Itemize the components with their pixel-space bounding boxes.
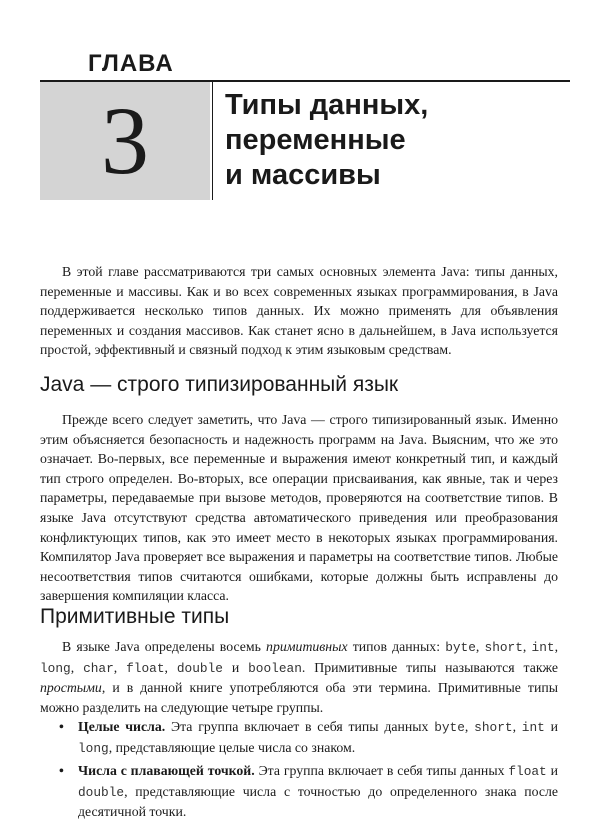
separator: , <box>522 639 532 654</box>
text-run: Эта группа включает в себя типы данных <box>165 719 435 734</box>
type-code: float <box>126 660 165 676</box>
type-code: byte <box>445 640 476 655</box>
conjunction: и <box>544 719 559 734</box>
type-code: double <box>78 784 125 800</box>
type-code: short <box>474 720 513 735</box>
separator: , <box>113 659 127 675</box>
list-item <box>40 717 558 758</box>
text-run: , представляющие числа с точностью до определенного знака после десятичной точки. <box>78 783 558 820</box>
strong-typing-paragraph: Прежде всего следует заметить, что Java — строго типизированный язык. Именно этим объясняется безопасность и надежность программ на Java. Выясним, что же это означает. Во-первых, все переменные и выражения имеют конкретный тип, и каждый тип строго определен. Во-вторых, все операции присваивания, как явные, так и через параметры, передаваемые при вызове методов, проверяются на соответствие типов. В языке Java отсутствуют средства автоматического приведения или преобразования конфликтующих типов, как это имеет место в некоторых языках программирования. Компилятор Java проверяет все выражения и параметры на соответствие типов. Любые несоответствия типов считаются ошибками, которые должны быть исправлены до завершения компиляции класса. <box>40 412 558 604</box>
emphasis-primitive: примитивных <box>266 639 348 654</box>
type-code: int <box>531 640 555 655</box>
separator: , <box>164 659 177 675</box>
chapter-number: 3 <box>101 87 149 194</box>
primitive-types-paragraph <box>40 637 558 717</box>
emphasis-simple: простыми <box>40 680 102 696</box>
separator: , <box>512 719 522 734</box>
text-run: , представляющие целые числа со знаком. <box>108 739 356 755</box>
chapter-title-line: переменные <box>225 124 406 156</box>
title-divider <box>212 82 213 200</box>
type-code: double <box>176 660 223 676</box>
text-run: В языке Java определены восемь <box>62 639 267 654</box>
chapter-title-line: Типы данных, <box>225 89 429 121</box>
separator: , <box>475 639 485 654</box>
bullet-mark: • <box>59 719 64 734</box>
text-run: , и в данной книге употребляются оба эти термина. Примитивные типы можно разделить на следующие четыре группы. <box>40 680 558 715</box>
bullet-term: Целые числа. <box>78 719 166 734</box>
type-groups-list <box>40 717 558 825</box>
list-item <box>40 761 558 822</box>
separator: , <box>554 639 559 654</box>
chapter-number-box <box>40 82 210 200</box>
type-code: int <box>521 720 545 735</box>
type-code: boolean <box>248 660 302 676</box>
text-run: типов данных: <box>347 639 446 654</box>
conjunction: и <box>222 659 249 675</box>
type-code: long <box>40 660 71 676</box>
chapter-title-line: и массивы <box>225 159 381 191</box>
separator: , <box>70 659 84 675</box>
conjunction: и <box>546 763 558 779</box>
bullet-mark: • <box>59 763 64 779</box>
text-run: Эта группа включает в себя типы данных <box>254 763 509 779</box>
separator: , <box>464 719 475 734</box>
bullet-term: Числа с плавающей точкой. <box>78 763 255 779</box>
type-code: char <box>83 660 114 676</box>
type-code: long <box>78 740 109 756</box>
type-code: short <box>484 640 523 655</box>
text-run: . Примитивные типы называются также <box>301 659 558 675</box>
chapter-title <box>225 88 428 193</box>
type-code: float <box>508 764 547 780</box>
intro-paragraph: В этой главе рассматриваются три самых основных элемента Java: типы данных, переменные и массивы. Как и во всех современных языках программирования, в Java поддерживается несколько типов данных. Их можно применять для объявления переменных и создания массивов. Как станет ясно в дальнейшем, в Java используется простой, эффективный и связный подход к этим языковым средствам. <box>40 264 558 358</box>
chapter-label: ГЛАВА <box>88 50 174 77</box>
section-heading-strong-typing: Java — строго типизированный язык <box>40 373 399 396</box>
section-heading-primitive-types: Примитивные типы <box>40 605 230 628</box>
type-code: byte <box>434 720 465 735</box>
